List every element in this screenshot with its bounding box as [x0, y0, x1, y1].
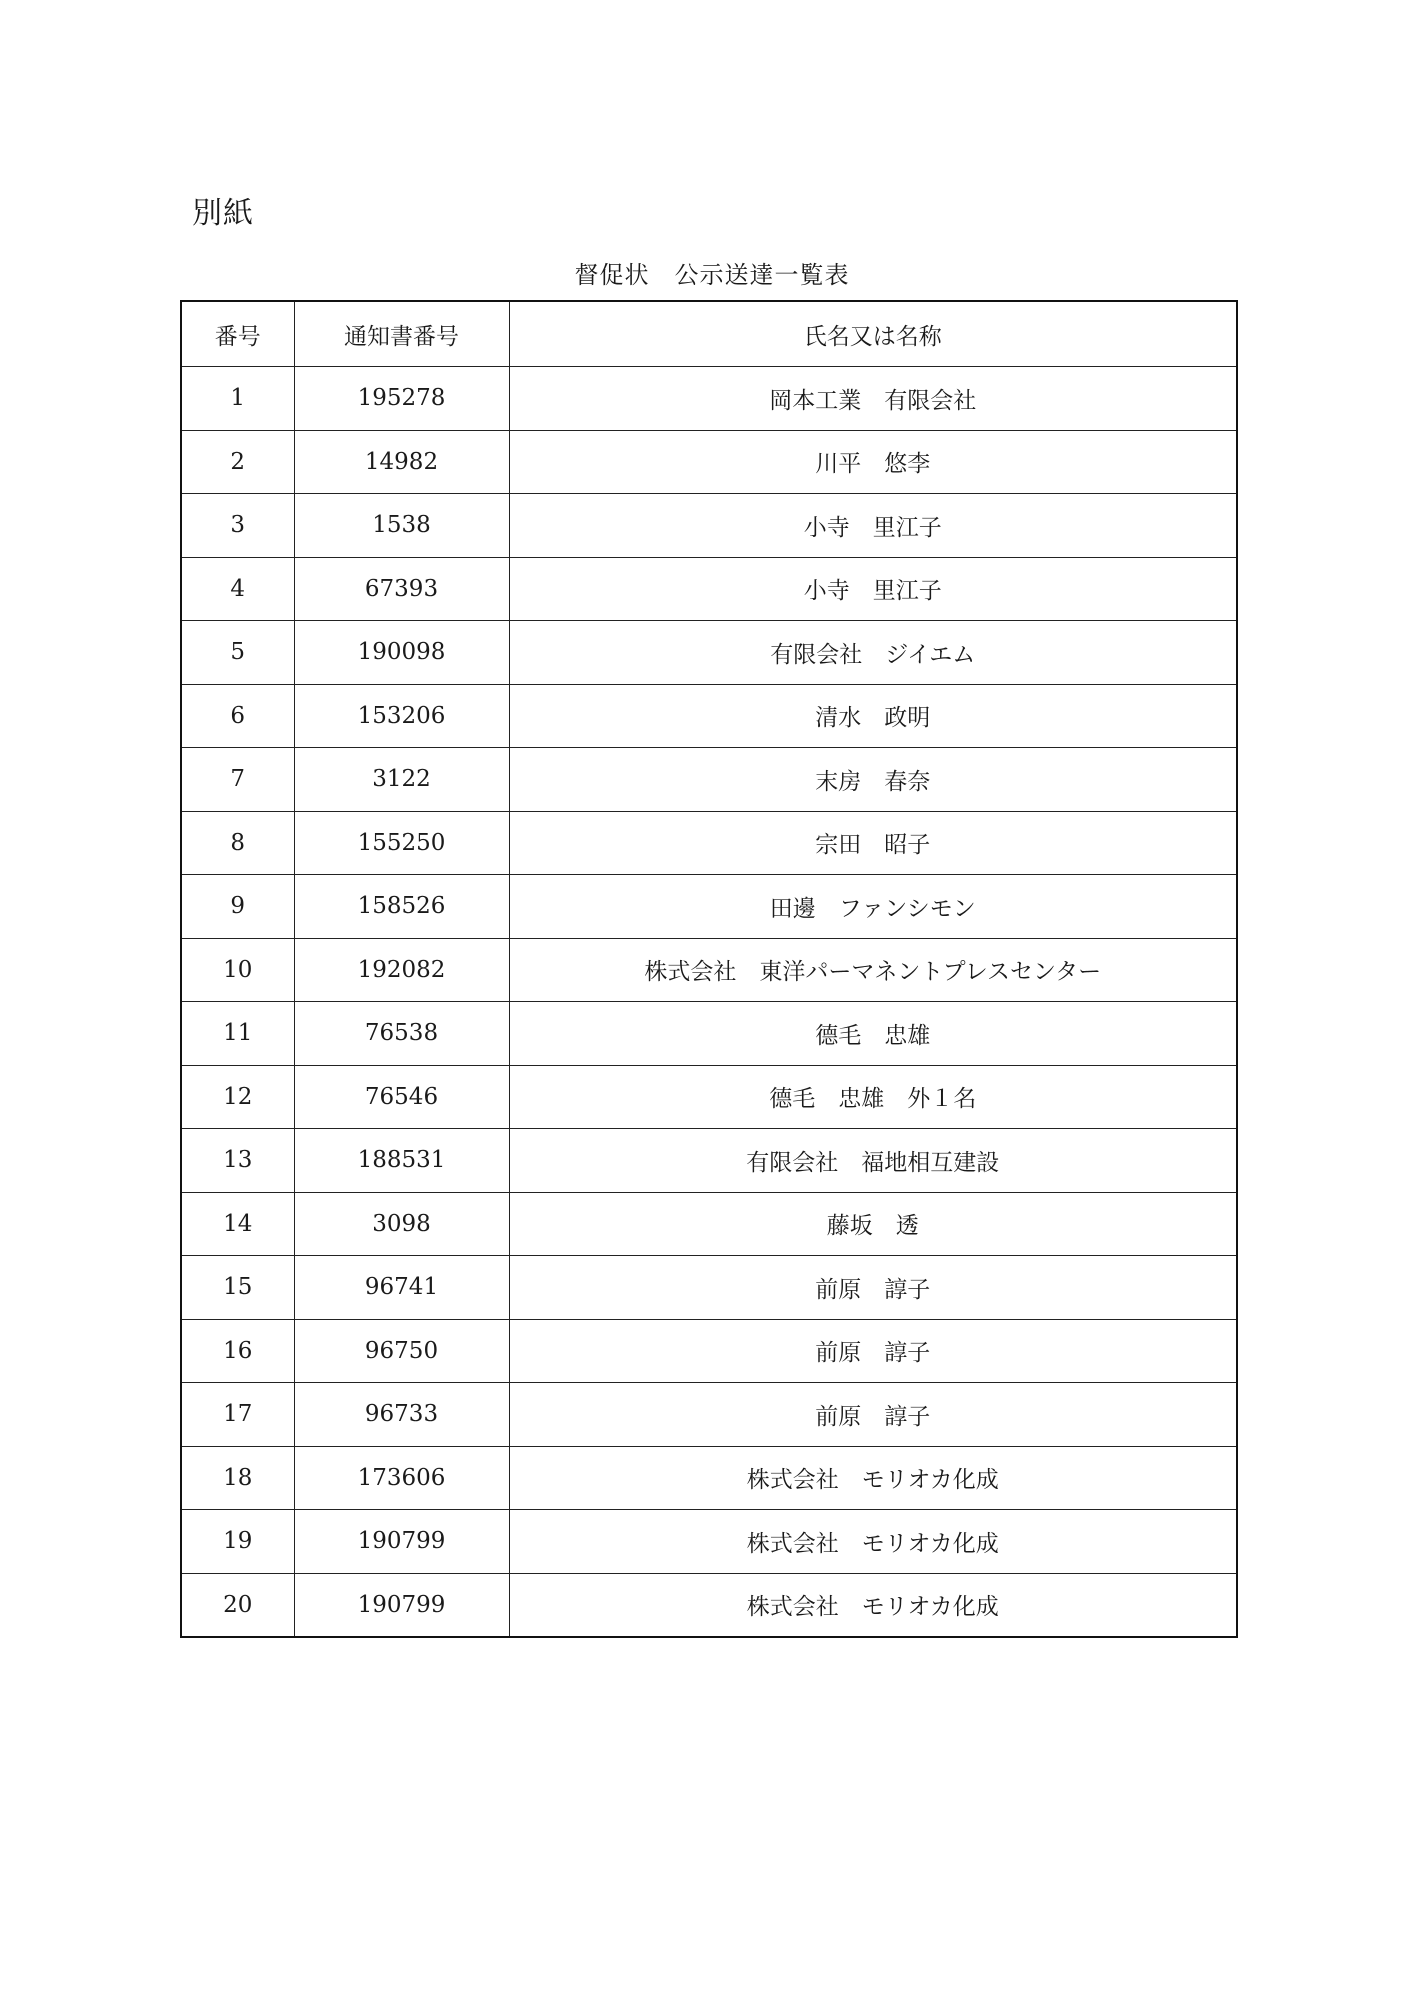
row-notice-number: 188531	[294, 1129, 509, 1193]
row-number: 10	[181, 938, 294, 1002]
row-number: 18	[181, 1446, 294, 1510]
row-name: 株式会社 モリオカ化成	[509, 1573, 1237, 1637]
row-name: 株式会社 モリオカ化成	[509, 1510, 1237, 1574]
row-number: 19	[181, 1510, 294, 1574]
row-number: 17	[181, 1383, 294, 1447]
document-title: 督促状 公示送達一覧表	[574, 261, 850, 289]
table-row	[181, 494, 1237, 558]
row-name: 末房 春奈	[509, 748, 1237, 812]
row-notice-number: 96741	[294, 1256, 509, 1320]
row-notice-number: 190799	[294, 1510, 509, 1574]
row-notice-number: 190098	[294, 621, 509, 685]
row-number: 1	[181, 367, 294, 431]
row-notice-number: 76546	[294, 1065, 509, 1129]
header-notice-number: 通知書番号	[294, 301, 509, 367]
table-row	[181, 811, 1237, 875]
row-notice-number: 67393	[294, 557, 509, 621]
row-notice-number: 3122	[294, 748, 509, 812]
table-row	[181, 621, 1237, 685]
header-row	[181, 301, 1237, 367]
header-name: 氏名又は名称	[509, 301, 1237, 367]
row-notice-number: 192082	[294, 938, 509, 1002]
table-row	[181, 1383, 1237, 1447]
table-row	[181, 1002, 1237, 1066]
table-row	[181, 1510, 1237, 1574]
row-name: 株式会社 東洋パーマネントプレスセンター	[509, 938, 1237, 1002]
table-row	[181, 1319, 1237, 1383]
table-row	[181, 557, 1237, 621]
row-name: 岡本工業 有限会社	[509, 367, 1237, 431]
row-number: 2	[181, 430, 294, 494]
row-number: 4	[181, 557, 294, 621]
row-name: 小寺 里江子	[509, 494, 1237, 558]
row-name: 有限会社 ジイエム	[509, 621, 1237, 685]
row-number: 13	[181, 1129, 294, 1193]
row-number: 3	[181, 494, 294, 558]
row-name: 宗田 昭子	[509, 811, 1237, 875]
table-row	[181, 684, 1237, 748]
table-row	[181, 1129, 1237, 1193]
row-notice-number: 195278	[294, 367, 509, 431]
attachment-label: 別紙	[192, 196, 254, 231]
row-name: 德毛 忠雄	[509, 1002, 1237, 1066]
row-number: 9	[181, 875, 294, 939]
table-row	[181, 938, 1237, 1002]
row-notice-number: 153206	[294, 684, 509, 748]
row-number: 11	[181, 1002, 294, 1066]
row-number: 5	[181, 621, 294, 685]
row-name: 田邊 ファンシモン	[509, 875, 1237, 939]
row-notice-number: 96733	[294, 1383, 509, 1447]
public-notice-list-table	[180, 300, 1238, 1638]
row-name: 德毛 忠雄 外１名	[509, 1065, 1237, 1129]
row-name: 藤坂 透	[509, 1192, 1237, 1256]
table-header	[181, 301, 1237, 367]
row-number: 8	[181, 811, 294, 875]
table-row	[181, 875, 1237, 939]
row-notice-number: 190799	[294, 1573, 509, 1637]
table-row	[181, 748, 1237, 812]
row-name: 有限会社 福地相互建設	[509, 1129, 1237, 1193]
row-number: 14	[181, 1192, 294, 1256]
row-name: 前原 諄子	[509, 1383, 1237, 1447]
row-name: 清水 政明	[509, 684, 1237, 748]
row-name: 小寺 里江子	[509, 557, 1237, 621]
row-notice-number: 158526	[294, 875, 509, 939]
row-notice-number: 155250	[294, 811, 509, 875]
row-notice-number: 1538	[294, 494, 509, 558]
table-row	[181, 430, 1237, 494]
row-notice-number: 96750	[294, 1319, 509, 1383]
table-row	[181, 1192, 1237, 1256]
table-body	[181, 367, 1237, 1638]
row-number: 16	[181, 1319, 294, 1383]
table-row	[181, 1446, 1237, 1510]
header-number: 番号	[181, 301, 294, 367]
row-number: 6	[181, 684, 294, 748]
table-row	[181, 1065, 1237, 1129]
row-name: 前原 諄子	[509, 1319, 1237, 1383]
row-notice-number: 3098	[294, 1192, 509, 1256]
table-row	[181, 1573, 1237, 1637]
row-notice-number: 14982	[294, 430, 509, 494]
row-number: 12	[181, 1065, 294, 1129]
row-name: 株式会社 モリオカ化成	[509, 1446, 1237, 1510]
table-row	[181, 1256, 1237, 1320]
row-number: 15	[181, 1256, 294, 1320]
row-number: 7	[181, 748, 294, 812]
row-notice-number: 76538	[294, 1002, 509, 1066]
row-name: 川平 悠李	[509, 430, 1237, 494]
row-notice-number: 173606	[294, 1446, 509, 1510]
table-row	[181, 367, 1237, 431]
row-number: 20	[181, 1573, 294, 1637]
row-name: 前原 諄子	[509, 1256, 1237, 1320]
